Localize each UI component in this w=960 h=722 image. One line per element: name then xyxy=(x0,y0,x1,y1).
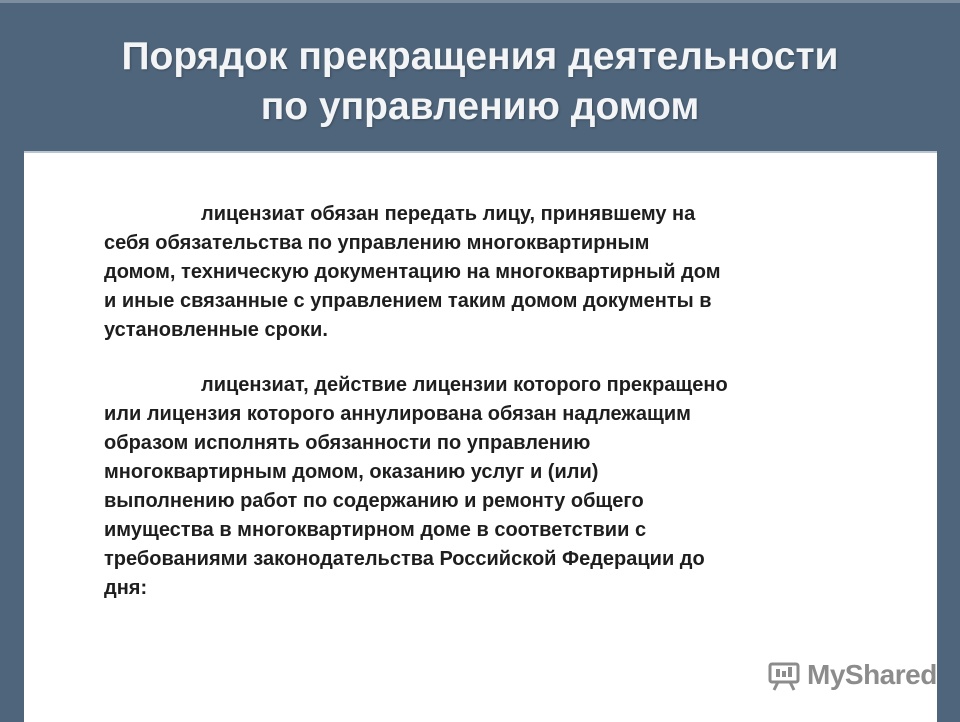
paragraph-2-line: имущества в многоквартирном доме в соответствии с xyxy=(104,519,647,541)
myshared-logo-icon xyxy=(767,658,801,692)
slide-title xyxy=(0,32,960,132)
paragraph-2-line: требованиями законодательства Российской Федерации до xyxy=(104,548,705,570)
watermark xyxy=(767,655,937,695)
paragraph-2-line: лицензиат, действие лицензии которого прекращено xyxy=(201,374,728,396)
paragraph-2-line: многоквартирным домом, оказанию услуг и (или) xyxy=(104,461,599,483)
paragraph-2 xyxy=(104,371,854,603)
paragraph-2-line: или лицензия которого аннулирована обязан надлежащим xyxy=(104,403,691,425)
paragraph-2-line: дня: xyxy=(104,577,148,599)
paragraph-1-line: себя обязательства по управлению многоквартирным xyxy=(104,232,650,254)
paragraph-2-line: выполнению работ по содержанию и ремонту общего xyxy=(104,490,644,512)
paragraph-1 xyxy=(104,200,854,345)
paragraph-1-line: лицензиат обязан передать лицу, принявшему на xyxy=(201,203,696,225)
watermark-text: MyShared xyxy=(807,659,937,690)
top-divider xyxy=(0,0,960,3)
paragraph-1-line: установленные сроки. xyxy=(104,319,328,341)
paragraph-1-line: и иные связанные с управлением таким домом документы в xyxy=(104,290,712,312)
slide-title-line-1: Порядок прекращения деятельности xyxy=(121,35,839,78)
slide-title-line-2: по управлению домом xyxy=(260,85,700,128)
paragraph-2-line: образом исполнять обязанности по управлению xyxy=(104,432,591,454)
paragraph-1-line: домом, техническую документацию на многоквартирный дом xyxy=(104,261,721,283)
